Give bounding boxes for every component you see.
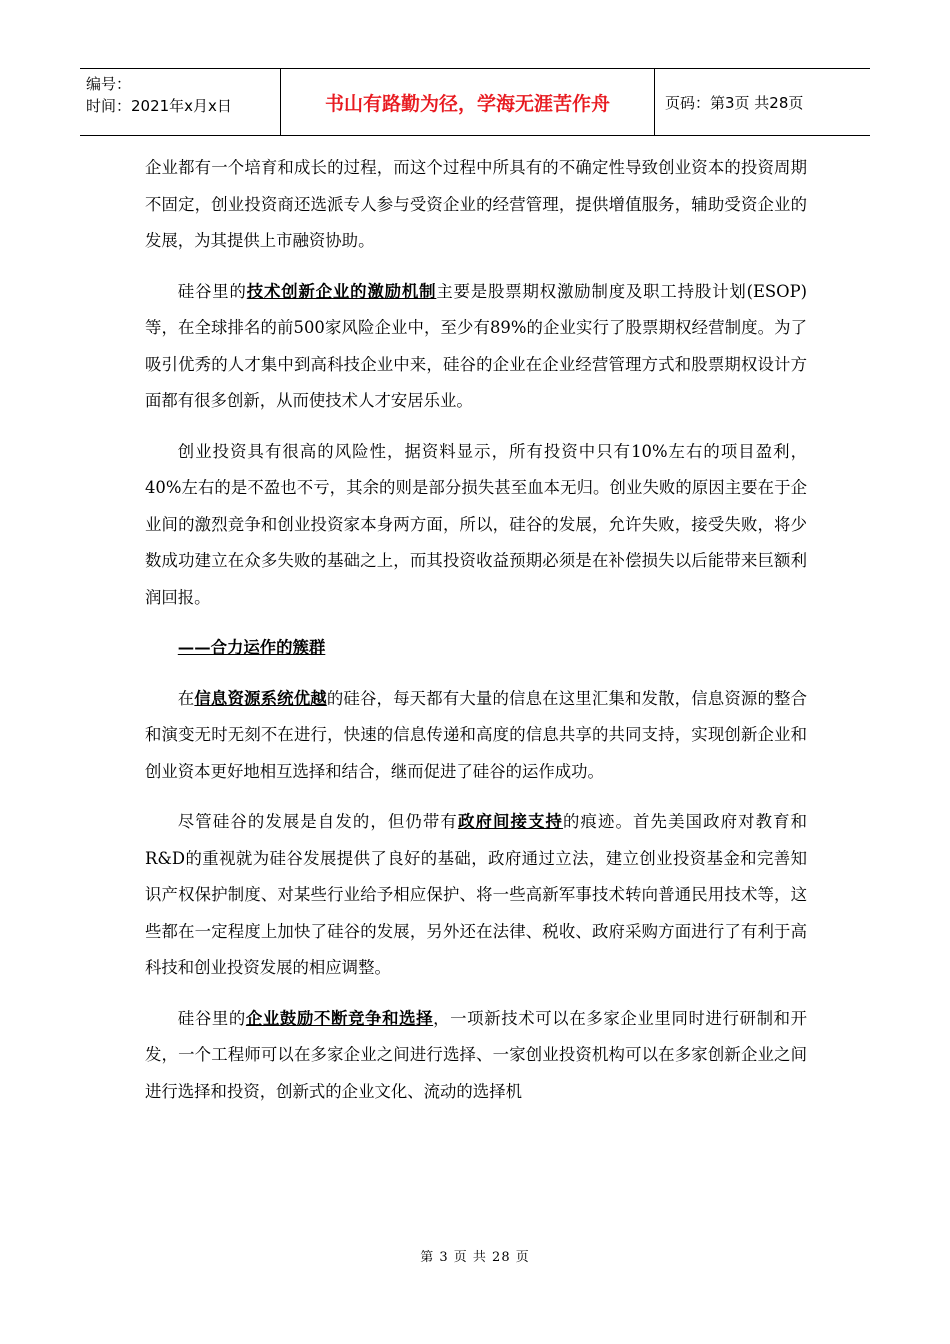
- paragraph: [145, 804, 807, 987]
- header-meta: [80, 69, 280, 135]
- paragraph: [145, 434, 807, 617]
- paragraph-text: 企业都有一个培育和成长的过程，而这个过程中所具有的不确定性导致创业资本的投资周期不固定，创业投资商还选派专人参与受资企业的经营管理，提供增值服务，辅助受资企业的发展，为其提供上市融资协助。: [145, 158, 807, 250]
- key-phrase: 信息资源系统优越: [194, 688, 327, 708]
- section-heading: [145, 630, 807, 667]
- paragraph-text: ，一项新技术可以在多家企业里同时进行研制和开发，一个工程师可以在多家企业之间进行选择、一家创业投资机构可以在多家创新企业之间进行选择和投资，创新式的企业文化、流动的选择机: [145, 1008, 808, 1101]
- section-heading-text: ——合力运作的簇群: [177, 638, 326, 657]
- paragraph-text: 尽管硅谷的发展是自发的，但仍带有: [177, 812, 458, 831]
- paragraph-text: 的痕迹。首先美国政府对教育和R&D的重视就为硅谷发展提供了良好的基础，政府通过立法，建立创业投资基金和完善知识产权保护制度、对某些行业给予相应保护、将一些高新军事技术转向普通民用技术等，这些都在一定程度上加快了硅谷的发展，另外还在法律、税收、政府采购方面进行了有利于高科技和创业投资发展的相应调整。: [145, 812, 808, 977]
- paragraph: [145, 1001, 807, 1111]
- paragraph-text: 的硅谷，每天都有大量的信息在这里汇集和发散，信息资源的整合和演变无时无刻不在进行，快速的信息传递和高度的信息共享的共同支持，实现创新企业和创业资本更好地相互选择和结合，继而促进了硅谷的运作成功。: [145, 688, 807, 781]
- paragraph: [145, 150, 807, 260]
- key-phrase: 企业鼓励不断竞争和选择: [245, 1008, 434, 1028]
- number-label: 编号：: [86, 75, 132, 93]
- key-phrase: 技术创新企业的激励机制: [246, 281, 437, 301]
- page-header: [80, 68, 870, 136]
- paragraph: [145, 274, 807, 420]
- page-footer: 第 3 页 共 28 页: [420, 1250, 530, 1265]
- header-page-info: 页码：第3页 共28页: [665, 93, 804, 112]
- paragraph-text: 创业投资具有很高的风险性，据资料显示，所有投资中只有10%左右的项目盈利，40%左右的是不盈也不亏，其余的则是部分损失甚至血本无归。创业失败的原因主要在于企业间的激烈竞争和创业投资家本身两方面，所以，硅谷的发展，允许失败，接受失败，将少数成功建立在众多失败的基础之上，而其投资收益预期必须是在补偿损失以后能带来巨额利润回报。: [145, 441, 807, 607]
- paragraph-text: 在: [177, 688, 195, 708]
- paragraph: [145, 681, 807, 791]
- document-body: [145, 150, 807, 1124]
- paragraph-text: 主要是股票期权激励制度及职工持股计划(ESOP)等，在全球排名的前500家风险企业中，至少有89%的企业实行了股票期权经营制度。为了吸引优秀的人才集中到高科技企业中来，硅谷的企业在企业经营管理方式和股票期权设计方面都有很多创新，从而使技术人才安居乐业。: [145, 281, 808, 410]
- time-label: 时间：2021年x月x日: [86, 97, 232, 115]
- paragraph-text: 硅谷里的: [177, 281, 247, 301]
- header-motto: 书山有路勤为径，学海无涯苦作舟: [280, 69, 655, 135]
- paragraph-text: 硅谷里的: [177, 1008, 246, 1028]
- key-phrase: 政府间接支持: [457, 812, 564, 831]
